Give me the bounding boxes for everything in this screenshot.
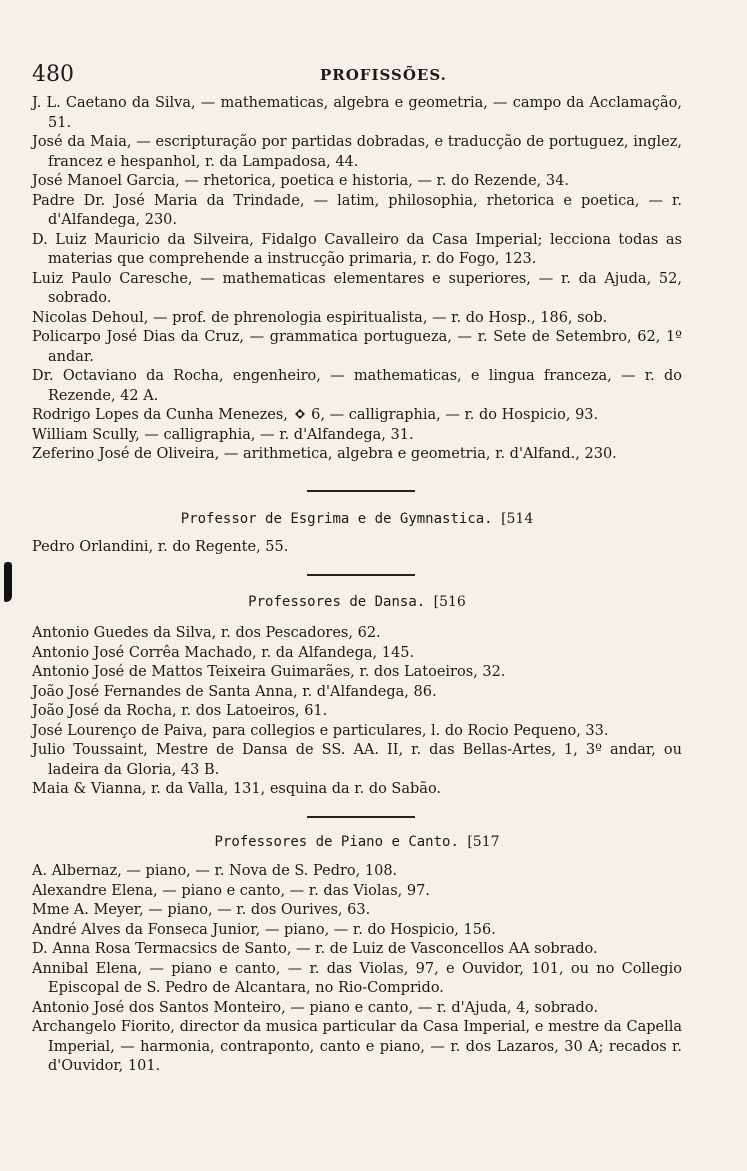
entries-block-teachers	[32, 94, 682, 465]
list-item: Dr. Octaviano da Rocha, engenheiro, — mathematicas, e lingua franceza, — r. do Rezende, 42 A.	[32, 368, 682, 404]
list-item: João José Fernandes de Santa Anna, r. d'Alfandega, 86.	[32, 683, 437, 700]
entries-block-dansa	[32, 624, 682, 800]
section-title: Professor de Esgrima e de Gymnastica.	[180, 511, 493, 527]
list-item: José Manoel Garcia, — rhetorica, poetica e historia, — r. do Rezende, 34.	[32, 173, 569, 189]
list-item: D. Anna Rosa Termacsics de Santo, — r. de Luiz de Vasconcellos AA sobrado.	[32, 941, 598, 957]
section-title: Professores de Piano e Canto.	[214, 834, 459, 850]
section-divider	[307, 490, 415, 492]
list-item: D. Luiz Mauricio da Silveira, Fidalgo Cavalleiro da Casa Imperial; lecciona todas as materias que comprehende a instrucção primaria, r. do Fogo, 123.	[32, 231, 682, 267]
list-item: Pedro Orlandini, r. do Regente, 55.	[32, 539, 289, 555]
section-heading-esgrima	[32, 511, 682, 527]
list-item: A. Albernaz, — piano, — r. Nova de S. Pedro, 108.	[32, 863, 398, 879]
list-item: J. L. Caetano da Silva, — mathematicas, algebra e geometria, — campo da Acclamação, 51.	[32, 95, 682, 131]
list-item: André Alves da Fonseca Junior, — piano, — r. do Hospicio, 156.	[32, 921, 496, 938]
list-item: William Scully, — calligraphia, — r. d'Alfandega, 31.	[32, 426, 414, 443]
entries-block-esgrima	[32, 538, 682, 558]
list-item: Archangelo Fiorito, director da musica particular da Casa Imperial, e mestre da Capella Imperial, — harmonia, contraponto, canto e piano, — r. dos Lazaros, 30 A; recados r. d'Ouvidor, 101.	[32, 1019, 682, 1074]
list-item: Antonio José Corrêa Machado, r. da Alfandega, 145.	[32, 644, 415, 661]
list-item: Antonio José dos Santos Monteiro, — piano e canto, — r. d'Ajuda, 4, sobrado.	[32, 999, 598, 1016]
section-divider	[307, 816, 415, 818]
section-heading-dansa	[32, 594, 682, 610]
list-item-suffix: 6, — calligraphia, — r. do Hospicio, 93.	[306, 407, 599, 423]
entries-block-piano	[32, 862, 682, 1077]
list-item: Zeferino José de Oliveira, — arithmetica, algebra e geometria, r. d'Alfand., 230.	[32, 446, 617, 462]
section-number: [514	[501, 511, 534, 527]
list-item: José Lourenço de Paiva, para collegios e particulares, l. do Rocio Pequeno, 33.	[32, 722, 609, 739]
section-heading-piano	[32, 834, 682, 850]
list-item: Annibal Elena, — piano e canto, — r. das Violas, 97, e Ouvidor, 101, ou no Collegio Episcopal de S. Pedro de Alcantara, no Rio-Comprido.	[32, 960, 682, 996]
list-item: Maia & Vianna, r. da Valla, 131, esquina da r. do Sabão.	[32, 781, 442, 797]
list-item: José da Maia, — escripturação por partidas dobradas, e traducção de portuguez, inglez, francez e hespanhol, r. da Lampadosa, 44.	[32, 134, 682, 170]
list-item: Julio Toussaint, Mestre de Dansa de SS. AA. II, r. das Bellas-Artes, 1, 3º andar, ou ladeira da Gloria, 43 B.	[32, 742, 682, 778]
running-title: PROFISSÕES.	[320, 66, 447, 84]
list-item-text: Rodrigo Lopes da Cunha Menezes,	[32, 407, 293, 423]
section-number: [516	[433, 594, 466, 610]
section-number: [517	[467, 834, 500, 850]
list-item: Padre Dr. José Maria da Trindade, — latim, philosophia, rhetorica e poetica, — r. d'Alfandega, 230.	[32, 192, 682, 228]
list-item-rodrigo	[32, 406, 682, 426]
section-title: Professores de Dansa.	[248, 594, 426, 610]
page-number: 480	[32, 62, 74, 87]
list-item: Mme A. Meyer, — piano, — r. dos Ourives, 63.	[32, 902, 371, 918]
pointing-hand-icon	[293, 407, 307, 421]
list-item: Antonio Guedes da Silva, r. dos Pescadores, 62.	[32, 625, 381, 641]
list-item: Luiz Paulo Caresche, — mathematicas elementares e superiores, — r. da Ajuda, 52, sobrado.	[32, 270, 682, 306]
list-item: João José da Rocha, r. dos Latoeiros, 61.	[32, 703, 328, 719]
page-header	[32, 62, 682, 90]
list-item: Antonio José de Mattos Teixeira Guimarães, r. dos Latoeiros, 32.	[32, 664, 506, 680]
list-item: Policarpo José Dias da Cruz, — grammatica portugueza, — r. Sete de Setembro, 62, 1º andar.	[32, 329, 682, 365]
margin-ink-mark	[4, 562, 12, 602]
section-divider	[307, 574, 415, 576]
list-item: Nicolas Dehoul, — prof. de phrenologia espiritualista, — r. do Hosp., 186, sob.	[32, 309, 608, 326]
list-item: Alexandre Elena, — piano e canto, — r. das Violas, 97.	[32, 882, 430, 899]
